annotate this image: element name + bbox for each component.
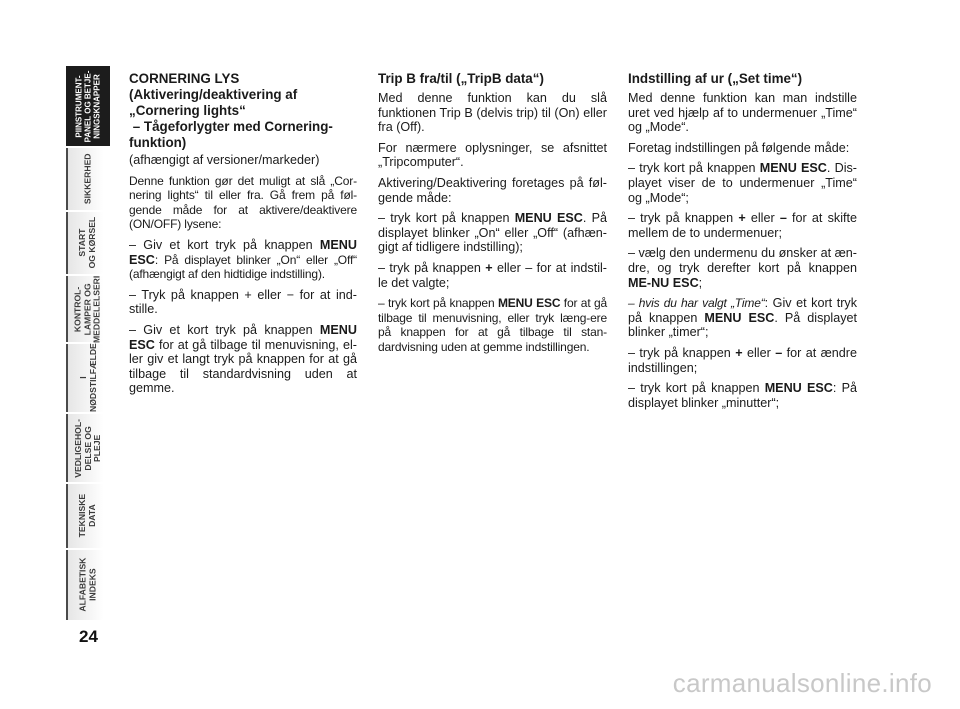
paragraph — [628, 161, 857, 205]
paragraph: Med denne funktion kan du slå funktionen Trip B (delvis trip) til (On) eller fra (Off). — [378, 91, 607, 135]
key-name: MENU ESC — [497, 296, 561, 311]
text: eller — [742, 345, 776, 360]
text: – tryk på knappen — [628, 211, 739, 226]
watermark: carmanualsonline.info — [672, 668, 932, 698]
tab-kontrollamper[interactable] — [66, 276, 110, 342]
section-subheading: (afhængigt af versioner/markeder) — [129, 153, 320, 167]
text: – Giv et kort tryk på knappen — [129, 237, 320, 252]
chapter-sidebar — [66, 66, 110, 621]
tab-label: I NØDSTILFÆLDE — [77, 343, 97, 413]
paragraph: For nærmere oplysninger, se afsnittet „Tripcomputer“. — [378, 140, 607, 170]
paragraph — [129, 323, 357, 396]
heading-line: CORNERING LYS — [129, 71, 240, 86]
tab-label: ALFABETISK INDEKS — [77, 558, 98, 612]
text: for at gå tilbage til menuvisning, el-ler giv et langt tryk på knappen for at gå tilbage til standardvisning uden at gemme. — [129, 337, 357, 396]
section-heading: Trip B fra/til („TripB data“) — [378, 71, 544, 86]
text: . På displayet blinker „timer“; — [628, 310, 857, 340]
column-cornering-lights — [129, 71, 357, 402]
tab-label: PIINSTRUMENT- PANEL OG BETJE- NINGSKNAPPER — [74, 70, 102, 142]
text: for at ændre indstillingen; — [628, 345, 858, 375]
column-trip-b — [378, 71, 607, 361]
text: – tryk kort på knappen — [378, 211, 515, 226]
tab-nodstilfaelde[interactable] — [66, 344, 110, 412]
text: for at gå tilbage til menuvisning, eller tryk læng-ere på knappen for at gå tilbage til stan-dardvisning uden at gemme indstillingen. — [378, 296, 607, 354]
key-name: ME-NU ESC — [628, 275, 699, 290]
page-number: 24 — [79, 627, 98, 646]
text: – vælg den undermenu du ønsker at æn-dre, og tryk derefter kort på knappen — [628, 246, 857, 275]
paragraph: Denne funktion gør det muligt at slå „Cor-nering lights“ til eller fra. Gå frem på føl-gende måde for at aktivere/deaktivere (ON/OFF) lysene: — [129, 173, 357, 232]
paragraph — [378, 261, 607, 290]
key-name: MENU ESC — [129, 237, 357, 267]
text: – tryk på knappen — [628, 345, 736, 360]
tab-alfabetisk-indeks[interactable] — [66, 550, 110, 620]
heading-line: (Aktivering/deaktivering af — [129, 87, 298, 102]
key-name: MENU ESC — [704, 310, 775, 325]
text: . På displayet blinker „On“ eller „Off“ (afhæn-gigt af tidligere indstilling); — [378, 211, 608, 255]
section-heading — [129, 71, 357, 151]
tab-label: KONTROL- LAMPER OG MEDDELELSERI — [72, 275, 102, 343]
tab-label: SIKKERHED — [82, 153, 93, 205]
paragraph — [628, 296, 857, 340]
paragraph — [628, 381, 857, 410]
key-name: – — [775, 345, 783, 360]
key-name: + — [485, 260, 493, 275]
heading-line: „Cornering lights“ — [129, 103, 246, 118]
paragraph — [378, 296, 607, 354]
text: eller – for at indstil-le det valgte; — [378, 260, 607, 290]
tab-label: TEKNISKE DATA — [77, 494, 97, 538]
text: – Giv et kort tryk på knappen — [129, 322, 320, 337]
key-name: MENU ESC — [764, 381, 833, 396]
section-heading: Indstilling af ur („Set time“) — [628, 71, 803, 86]
key-name: + — [738, 211, 746, 226]
italic-text: – hvis du har valgt „Time“ — [628, 296, 765, 311]
paragraph — [628, 246, 857, 290]
paragraph: Aktivering/Deaktivering foretages på føl-gende måde: — [378, 175, 607, 205]
text: ; — [698, 275, 703, 290]
paragraph — [378, 211, 607, 255]
text: – tryk på knappen — [378, 260, 486, 275]
heading-line: funktion) — [129, 135, 187, 150]
paragraph: – Tryk på knappen + eller − for at ind-stille. — [129, 287, 357, 317]
tab-label: VEDLIGEHOL- DELSE OG PLEJE — [72, 418, 102, 478]
text: : Giv et kort tryk på knappen — [628, 296, 857, 325]
tab-instrument-panel[interactable] — [66, 66, 110, 146]
paragraph: Med denne funktion kan man indstille uret ved hjælp af to undermenuer „Time“ og „Mode“. — [628, 91, 857, 135]
text: – tryk kort på knappen — [378, 296, 498, 311]
text: : På displayet blinker „On“ eller „Off“ (afhængigt af den hidtidige indstilling). — [129, 252, 357, 282]
text: for at skifte mellem de to undermenuer; — [628, 211, 858, 240]
paragraph — [628, 346, 857, 375]
paragraph — [129, 238, 357, 282]
heading-line: – Tågeforlygter med Cornering- — [129, 119, 333, 134]
text: : På displayet blinker „minutter“; — [628, 381, 858, 410]
tab-label: START OG KØRSEL — [77, 217, 98, 269]
text: eller — [745, 211, 780, 226]
column-set-time — [628, 71, 857, 416]
tab-vedligeholdelse[interactable] — [66, 414, 110, 482]
tab-sikkerhed[interactable] — [66, 148, 110, 210]
paragraph: Foretag indstillingen på følgende måde: — [628, 140, 850, 155]
key-name: + — [735, 345, 743, 360]
text: – tryk kort på knappen — [628, 381, 765, 396]
text: – tryk kort på knappen — [628, 161, 760, 176]
key-name: MENU ESC — [759, 161, 827, 176]
text: . Dis-playet viser de to undermenuer „Time“ og „Mode“; — [628, 161, 858, 205]
tab-tekniske-data[interactable] — [66, 484, 110, 548]
tab-start-og-korsel[interactable] — [66, 212, 110, 274]
key-name: – — [779, 211, 787, 226]
paragraph — [628, 211, 857, 240]
key-name: MENU ESC — [129, 322, 357, 352]
key-name: MENU ESC — [514, 211, 583, 226]
